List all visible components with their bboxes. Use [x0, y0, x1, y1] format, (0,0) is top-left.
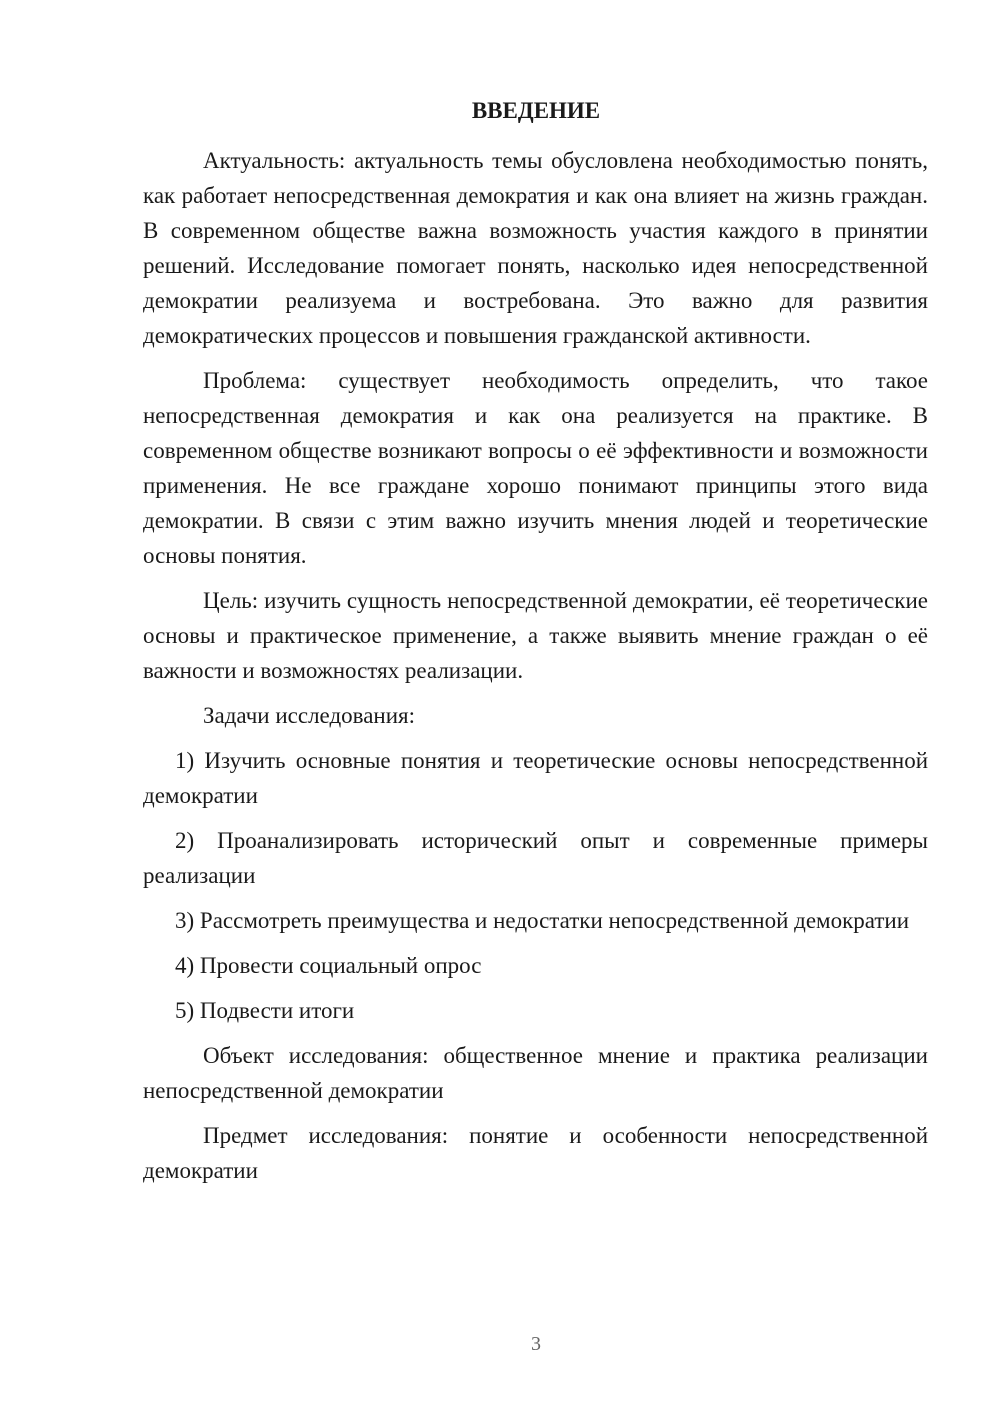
paragraph-relevance: Актуальность: актуальность темы обусловлена необходимостью понять, как работает непосредственная демократия и как она влияет на жизнь граждан. В современном обществе важна возможность участия каждого в принятии решений. Исследование помогает понять, насколько идея непосредственной демократии реализуема и востребована. Это важно для развития демократических процессов и повышения гражданской активности. — [143, 148, 928, 348]
page-number: 3 — [531, 1333, 541, 1355]
page-body — [143, 143, 928, 1198]
paragraph-goal: Цель: изучить сущность непосредственной демократии, её теоретические основы и практическое применение, а также выявить мнение граждан о её важности и возможностях реализации. — [143, 588, 928, 683]
task-item-4: 4) Провести социальный опрос — [175, 953, 482, 978]
task-item-2: 2) Проанализировать исторический опыт и современные примеры реализации — [143, 828, 928, 888]
page-title: ВВЕДЕНИЕ — [471, 98, 601, 123]
paragraph-object: Объект исследования: общественное мнение и практика реализации непосредственной демократии — [143, 1043, 928, 1103]
paragraph-problem: Проблема: существует необходимость определить, что такое непосредственная демократия и как она реализуется на практике. В современном обществе возникают вопросы о её эффективности и возможности применения. Не все граждане хорошо понимают принципы этого вида демократии. В связи с этим важно изучить мнения людей и теоретические основы понятия. — [143, 368, 928, 568]
paragraph-subject: Предмет исследования: понятие и особенности непосредственной демократии — [143, 1123, 928, 1183]
task-item-5: 5) Подвести итоги — [175, 998, 355, 1023]
task-item-1: 1) Изучить основные понятия и теоретические основы непосредственной демократии — [143, 748, 928, 808]
tasks-heading: Задачи исследования: — [203, 703, 416, 728]
task-item-3: 3) Рассмотреть преимущества и недостатки непосредственной демократии — [175, 908, 910, 933]
